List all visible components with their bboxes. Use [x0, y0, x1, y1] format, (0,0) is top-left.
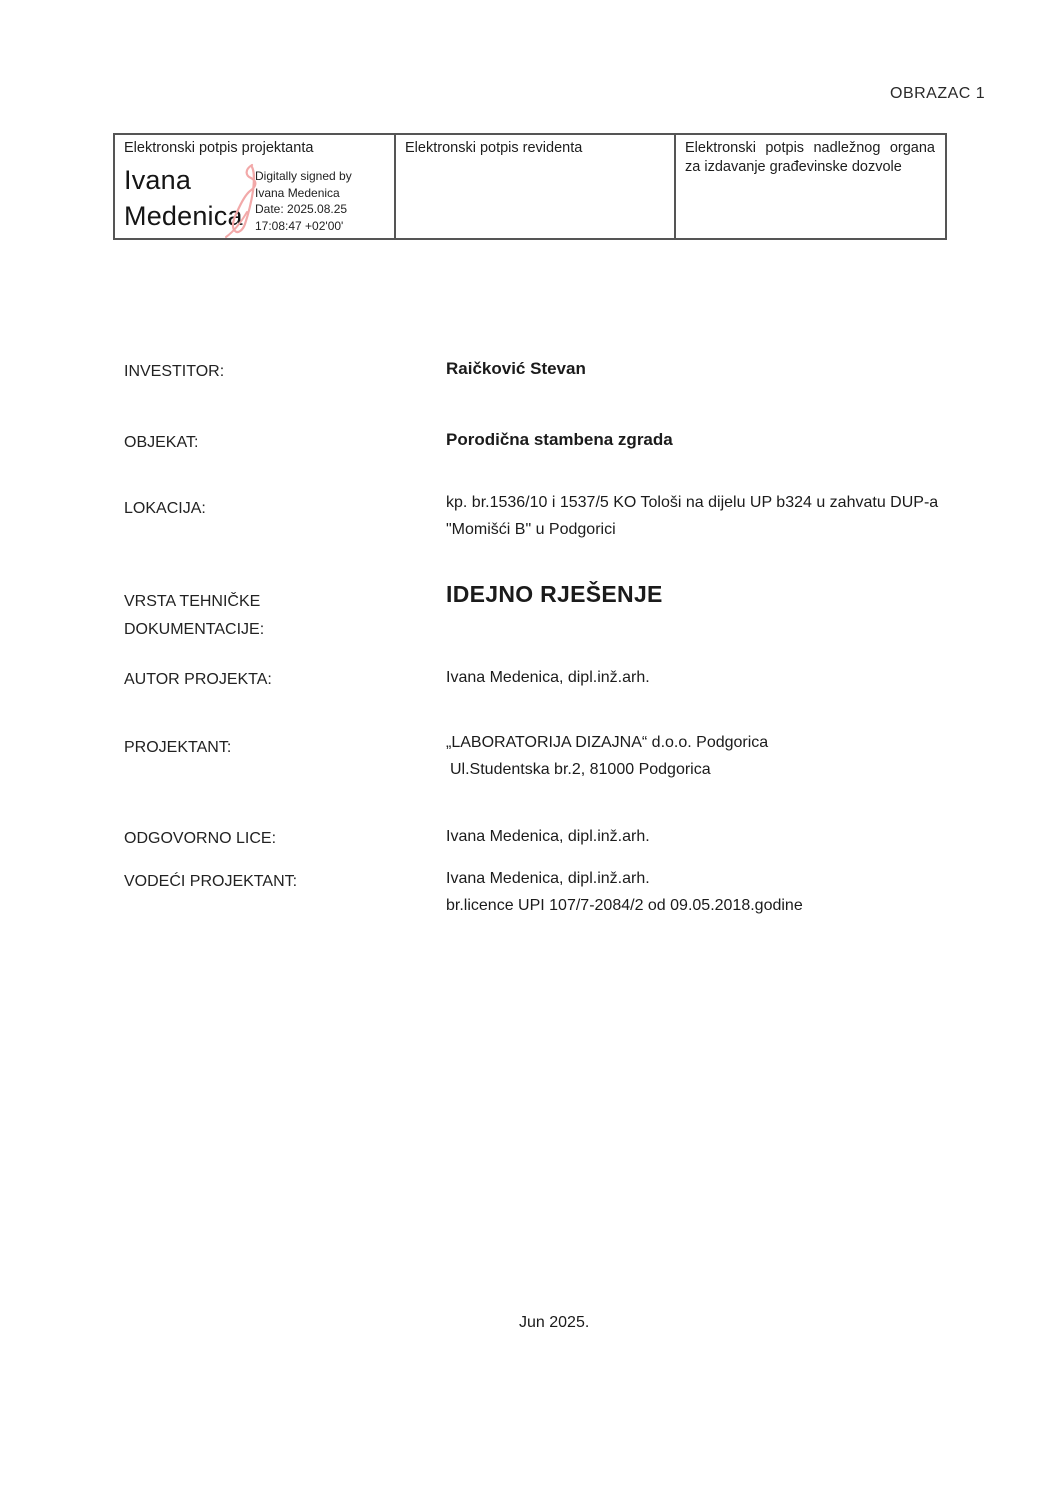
field-label-vodeci-projektant	[124, 868, 297, 896]
field-label-projektant	[124, 734, 231, 762]
field-value-autor-projekta	[446, 664, 650, 691]
field-label-autor-projekta	[124, 666, 272, 694]
field-label-text: ODGOVORNO LICE:	[124, 830, 277, 847]
form-label: OBRAZAC 1	[890, 85, 986, 102]
field-value-odgovorno-lice	[446, 823, 650, 850]
signature-cell-projektant-header: Elektronski potpis projektanta	[124, 140, 314, 156]
date-footer: Jun 2025.	[519, 1314, 590, 1331]
field-label-vrsta-dokumentacije	[124, 588, 264, 644]
field-label-line1: VRSTA TEHNIČKE	[124, 593, 261, 610]
field-label-odgovorno-lice	[124, 825, 276, 853]
field-label-text: VODEĆI PROJEKTANT:	[124, 873, 298, 890]
field-value-text: Ivana Medenica, dipl.inž.arh.	[446, 669, 650, 686]
field-value-line1: „LABORATORIJA DIZAJNA“ d.o.o. Podgorica	[446, 734, 769, 751]
signature-cell-nadlezni-organ	[674, 135, 945, 238]
signature-detail-line3: Date: 2025.08.25	[255, 202, 348, 216]
digital-signature-details	[255, 168, 352, 234]
field-label-objekat	[124, 429, 198, 457]
field-label-lokacija	[124, 495, 206, 523]
signature-cell-projektant	[115, 135, 394, 238]
signature-cell-revident-header: Elektronski potpis revidenta	[405, 140, 583, 156]
field-value-vrsta-dokumentacije	[446, 581, 663, 608]
field-label-investitor	[124, 358, 224, 386]
field-label-text: OBJEKAT:	[124, 434, 199, 451]
signature-name-line1: Ivana	[124, 165, 192, 195]
signature-detail-line4: 17:08:47 +02'00'	[255, 218, 344, 233]
field-value-objekat	[446, 426, 673, 453]
field-value-line2: br.licence UPI 107/7-2084/2 od 09.05.2018.godine	[446, 897, 803, 914]
field-label-text: INVESTITOR:	[124, 363, 225, 380]
field-value-lokacija	[446, 489, 938, 543]
signature-name-line2: Medenica	[124, 201, 243, 231]
field-value-text: Ivana Medenica, dipl.inž.arh.	[446, 828, 650, 845]
signature-cell-revident	[394, 135, 674, 238]
signature-table	[113, 133, 947, 240]
field-value-line2: "Momišći B" u Podgorici	[446, 521, 616, 538]
field-value-line1: kp. br.1536/10 i 1537/5 KO Tološi na dijelu UP b324 u zahvatu DUP-a	[446, 494, 939, 511]
signature-detail-line2: Ivana Medenica	[255, 185, 340, 200]
signature-detail-line1: Digitally signed by	[255, 169, 352, 183]
field-value-projektant	[446, 729, 768, 783]
field-value-text: IDEJNO RJEŠENJE	[446, 581, 663, 607]
field-label-text: AUTOR PROJEKTA:	[124, 671, 272, 688]
field-value-text: Raičković Stevan	[446, 359, 586, 378]
field-value-line2: Ul.Studentska br.2, 81000 Podgorica	[450, 761, 711, 778]
field-label-text: PROJEKTANT:	[124, 739, 232, 756]
field-value-text: Porodična stambena zgrada	[446, 430, 673, 449]
field-label-line2: DOKUMENTACIJE:	[124, 621, 265, 638]
field-value-line1: Ivana Medenica, dipl.inž.arh.	[446, 870, 650, 887]
field-label-text: LOKACIJA:	[124, 500, 206, 517]
field-value-investitor	[446, 355, 586, 382]
field-value-vodeci-projektant	[446, 865, 803, 919]
signature-cell-nadlezni-organ-header: Elektronski potpis nadležnog organa za izdavanje građevinske dozvole	[685, 140, 935, 175]
